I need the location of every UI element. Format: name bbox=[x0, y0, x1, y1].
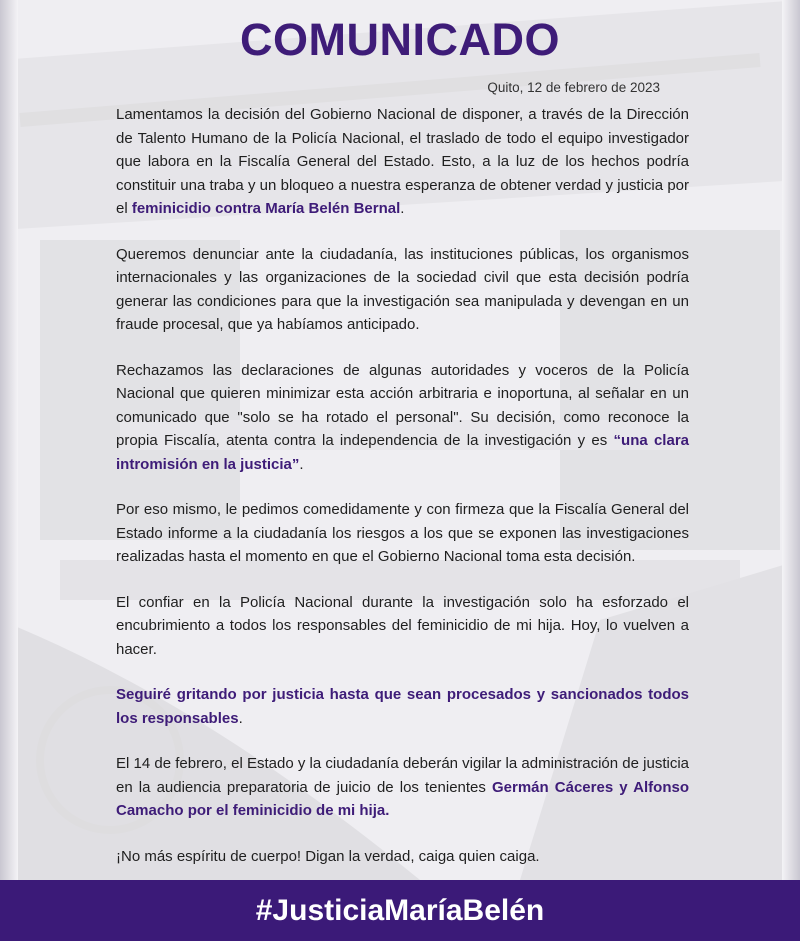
communique-body bbox=[116, 103, 689, 868]
paragraph-7 bbox=[116, 752, 689, 823]
paragraph-1 bbox=[116, 103, 689, 221]
paragraph-2: Queremos denunciar ante la ciudadanía, las instituciones públicas, los organismos internacionales y las organizaciones de la sociedad civil que esta decisión podría generar las condiciones para que la investigación sea manipulada y devengan en un fraude procesal, que ya habíamos anticipado. bbox=[116, 245, 689, 333]
paragraph-5: El confiar en la Policía Nacional durante la investigación solo ha esforzado el encubrimiento a todos los responsables del feminicidio de mi hija. Hoy, lo vuelven a hacer. bbox=[116, 593, 689, 658]
paragraph-3-text: Rechazamos las declaraciones de algunas autoridades y voceros de la Policía Nacional que quieren minimizar esta acción arbitraria e inoportuna, al señalar en un comunicado que "solo se ha rotado el personal". Su decisión, como reconoce la propia Fiscalía, atenta contra la independencia de la investigación y es bbox=[116, 361, 689, 449]
paragraph-3 bbox=[116, 359, 689, 477]
paragraph-7-highlight: Germán Cáceres y Alfonso Camacho por el feminicidio de mi hija. bbox=[116, 778, 689, 819]
paragraph-6-end: . bbox=[238, 709, 243, 727]
paragraph-4: Por eso mismo, le pedimos comedidamente y con firmeza que la Fiscalía General del Estado informe a la ciudadanía los riesgos a los que se exponen las investigaciones realizadas hasta el momento en que el Gobierno Nacional toma esta decisión. bbox=[116, 501, 689, 565]
left-edge-shade bbox=[0, 0, 18, 880]
paragraph-1-text: Lamentamos la decisión del Gobierno Nacional de disponer, a través de la Dirección de Talento Humano de la Policía Nacional, el traslado de todo el equipo investigador que labora en la Fiscalía General del Estado. Esto, a la luz de los hechos podría constituir una traba y un bloqueo a nuestra esperanza de obtener verdad y justicia por el bbox=[116, 106, 689, 217]
paragraph-3-highlight: “una clara intromisión en la justicia” bbox=[116, 432, 689, 473]
paragraph-6 bbox=[116, 683, 689, 730]
right-edge-shade bbox=[782, 0, 800, 880]
paragraph-3-end: . bbox=[299, 455, 304, 473]
paragraph-1-highlight: feminicidio contra María Belén Bernal bbox=[131, 200, 401, 217]
page-title: COMUNICADO bbox=[240, 14, 560, 65]
paragraph-6-highlight: Seguiré gritando por justicia hasta que sean procesados y sancionados todos los responsables bbox=[116, 686, 689, 727]
paragraph-8: ¡No más espíritu de cuerpo! Digan la verdad, caiga quien caiga. bbox=[116, 847, 540, 865]
paragraph-7-text: El 14 de febrero, el Estado y la ciudadanía deberán vigilar la administración de justicia en la audiencia preparatoria de juicio de los tenientes bbox=[116, 755, 689, 796]
date-line: Quito, 12 de febrero de 2023 bbox=[487, 80, 660, 95]
hashtag-footer: #JusticiaMaríaBelén bbox=[0, 880, 800, 941]
paragraph-1-end: . bbox=[400, 200, 405, 217]
